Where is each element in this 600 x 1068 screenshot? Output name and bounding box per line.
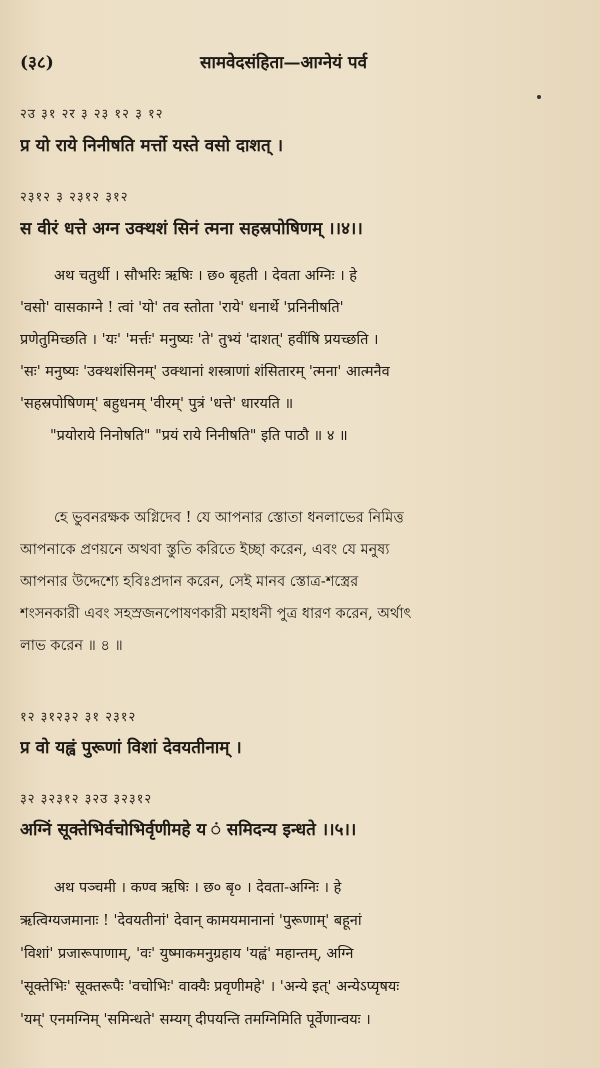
commentary5-line: 'विशां' प्रजारूपाणाम्, 'वः' युष्माकमनुग्रहाय 'यह्वं' महान्तम्, अग्नि xyxy=(20,946,354,962)
verse5-line-2: अग्निं सूक्तेभिर्वचोभिर्वृणीमहे य ं समिदन्य इन्धते ।।५।। xyxy=(20,820,357,840)
commentary5-line: 'यम्' एनमग्निम् 'समिन्धते' सम्यग् दीपयन्ति तमग्निमिति पूर्वेणान्वयः । xyxy=(20,1012,371,1028)
commentary4-line: 'सः' मनुष्यः 'उक्थशंसिनम्' उक्थानां शस्त्राणां शंसितारम् 'त्मना' आत्मनैव xyxy=(20,364,390,380)
commentary5-line: 'सूक्तेभिः' सूक्तरूपैः 'वचोभिः' वाक्यैः प्रवृणीमहे' । 'अन्ये इत्' अन्येऽप्यृषयः xyxy=(20,979,400,995)
verse5-notation-2: ३२ ३२३१२ ३२उ ३२३१२ xyxy=(20,792,153,807)
page-number: (३८) xyxy=(20,53,54,73)
page-header xyxy=(20,50,586,73)
verse4-line-2: स वीरं धत्ते अग्न उक्थशं सिनं त्मना सहस्रपोषिणम् ।।४।। xyxy=(20,219,363,239)
verse5-line-1: प्र वो यह्वं पुरूणां विशां देवयतीनाम् । xyxy=(20,738,242,758)
bengali4-line: লাভ করেন ॥ ৪ ॥ xyxy=(20,638,123,654)
commentary4-line: 'वसो' वासकाग्ने ! त्वां 'यो' तव स्तोता 'राये' धनार्थे 'प्रनिनीषति' xyxy=(20,300,344,316)
bengali4-line: আপনাকে প্রণয়নে অথবা স্তুতি করিতে ইচ্ছা করেন, এবং যে মনুষ্য xyxy=(20,542,390,558)
ink-speck xyxy=(537,95,541,99)
commentary4-variant: "प्रयोराये निनोषति" "प्रयं राये निनीषति" इति पाठौ ॥ ४ ॥ xyxy=(50,428,348,444)
verse4-notation-2: २३१२ ३ २३१२ ३१२ xyxy=(20,190,129,205)
commentary4-line: 'सहस्रपोषिणम्' बहुधनम् 'वीरम्' पुत्रं 'धत्ते' धारयति ॥ xyxy=(20,396,294,412)
verse4-line-1: प्र यो राये निनीषति मर्त्तो यस्ते वसो दाशत् । xyxy=(20,136,284,156)
bengali4-line: শংসনকারী এবং সহস্রজনপোষণকারী মহাধনী পুত্র ধারণ করেন, অর্থাৎ xyxy=(20,606,412,622)
bengali4-line: হে ভুবনরক্ষক অগ্নিদেব ! যে আপনার স্তোতা ধনলাভের নিমিত্ত xyxy=(54,510,404,526)
commentary4-line: अथ चतुर्थी । सौभरिः ऋषिः । छ० बृहती । देवता अग्निः । हे xyxy=(54,268,357,284)
verse4-notation-1: २उ ३१ २र ३ २३ १२ ३ १२ xyxy=(20,107,164,122)
bengali4-line: আপনার উদ্দেশ্যে হবিঃপ্রদান করেন, সেই মানব স্তোত্র-শস্ত্রের xyxy=(20,574,359,590)
page-title: सामवेदसंहिता—आग्नेयं पर्व xyxy=(200,53,368,73)
commentary4-line: प्रणेतुमिच्छति । 'यः' 'मर्त्तः' मनुष्यः 'ते' तुभ्यं 'दाशत्' हवींषि प्रयच्छति । xyxy=(20,332,379,348)
verse5-notation-1: १२ ३१२३२ ३१ २३१२ xyxy=(20,710,137,725)
commentary5-line: ऋत्विग्यजमानाः ! 'देवयतीनां' देवान् कामयमानानां 'पुरूणाम्' बहूनां xyxy=(20,913,362,929)
commentary5-line: अथ पञ्चमी । कण्व ऋषिः । छ० बृ० । देवता-अग्निः । हे xyxy=(54,880,342,896)
